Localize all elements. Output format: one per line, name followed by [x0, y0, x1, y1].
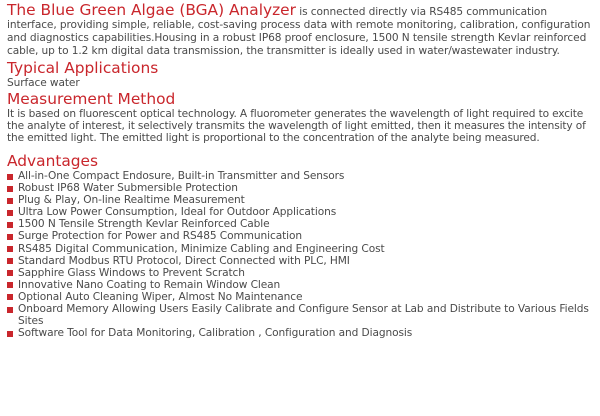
advantage-text: 1500 N Tensile Strength Kevlar Reinforced Cable: [18, 218, 270, 231]
advantage-text: Ultra Low Power Consumption, Ideal for Outdoor Applications: [18, 206, 337, 219]
list-item: [7, 182, 594, 194]
advantage-text: Surge Protection for Power and RS485 Communication: [18, 230, 302, 243]
method-heading: Measurement Method: [7, 90, 176, 108]
list-item: [7, 303, 594, 327]
list-item: [7, 170, 594, 182]
square-bullet-icon: [7, 331, 13, 337]
square-bullet-icon: [7, 270, 13, 276]
square-bullet-icon: [7, 282, 13, 288]
intro-text: is connected directly via RS485 communication interface, providing simple, reliable, cost-saving process data with remote monitoring, calibration, configuration and diagnostics capabilities.Housing in a robust IP68 proof enclosure, 1500 N tensile strength Kevlar reinforced cable, up to 1.2 km digital data transmission, the transmitter is ideally used in water/wastewater industry.: [7, 6, 591, 57]
list-item: [7, 218, 594, 230]
list-item: [7, 267, 594, 279]
list-item: [7, 279, 594, 291]
square-bullet-icon: [7, 210, 13, 216]
advantage-text: Optional Auto Cleaning Wiper, Almost No Maintenance: [18, 290, 303, 303]
advantage-text: Robust IP68 Water Submersible Protection: [18, 182, 238, 195]
applications-heading: Typical Applications: [7, 59, 159, 77]
square-bullet-icon: [7, 222, 13, 228]
square-bullet-icon: [7, 294, 13, 300]
product-title: The Blue Green Algae (BGA) Analyzer: [7, 1, 296, 19]
list-item: [7, 206, 594, 218]
advantage-text: All-in-One Compact Endosure, Built-in Transmitter and Sensors: [18, 170, 345, 182]
method-text: It is based on fluorescent optical technology. A fluorometer generates the wavelength of light required to excite the analyte of interest, it selectively transmits the wavelength of light emitted, then it measures the intensity of the emitted light. The emitted light is proportional to the concentration of the analyte being measured.: [7, 108, 586, 144]
square-bullet-icon: [7, 234, 13, 240]
applications-text: Surface water: [7, 77, 80, 89]
advantage-text: Onboard Memory Allowing Users Easily Calibrate and Configure Sensor at Lab and Distribute to Various Fields Sites: [18, 303, 589, 328]
advantage-text: Software Tool for Data Monitoring, Calibration , Configuration and Diagnosis: [18, 327, 413, 340]
advantage-text: Innovative Nano Coating to Remain Window Clean: [18, 278, 281, 291]
list-item: [7, 327, 594, 339]
square-bullet-icon: [7, 246, 13, 252]
advantages-heading: Advantages: [7, 152, 99, 170]
square-bullet-icon: [7, 174, 13, 180]
advantage-text: Standard Modbus RTU Protocol, Direct Connected with PLC, HMI: [18, 254, 350, 267]
advantages-list: [7, 170, 594, 339]
list-item: [7, 194, 594, 206]
advantage-text: Plug & Play, On-line Realtime Measurement: [18, 194, 245, 207]
intro-paragraph: [7, 1, 594, 58]
square-bullet-icon: [7, 198, 13, 204]
list-item: [7, 291, 594, 303]
advantage-text: Sapphire Glass Windows to Prevent Scratch: [18, 266, 245, 279]
list-item: [7, 230, 594, 242]
list-item: [7, 243, 594, 255]
square-bullet-icon: [7, 307, 13, 313]
square-bullet-icon: [7, 186, 13, 192]
advantage-text: RS485 Digital Communication, Minimize Cabling and Engineering Cost: [18, 242, 385, 255]
list-item: [7, 255, 594, 267]
square-bullet-icon: [7, 258, 13, 264]
